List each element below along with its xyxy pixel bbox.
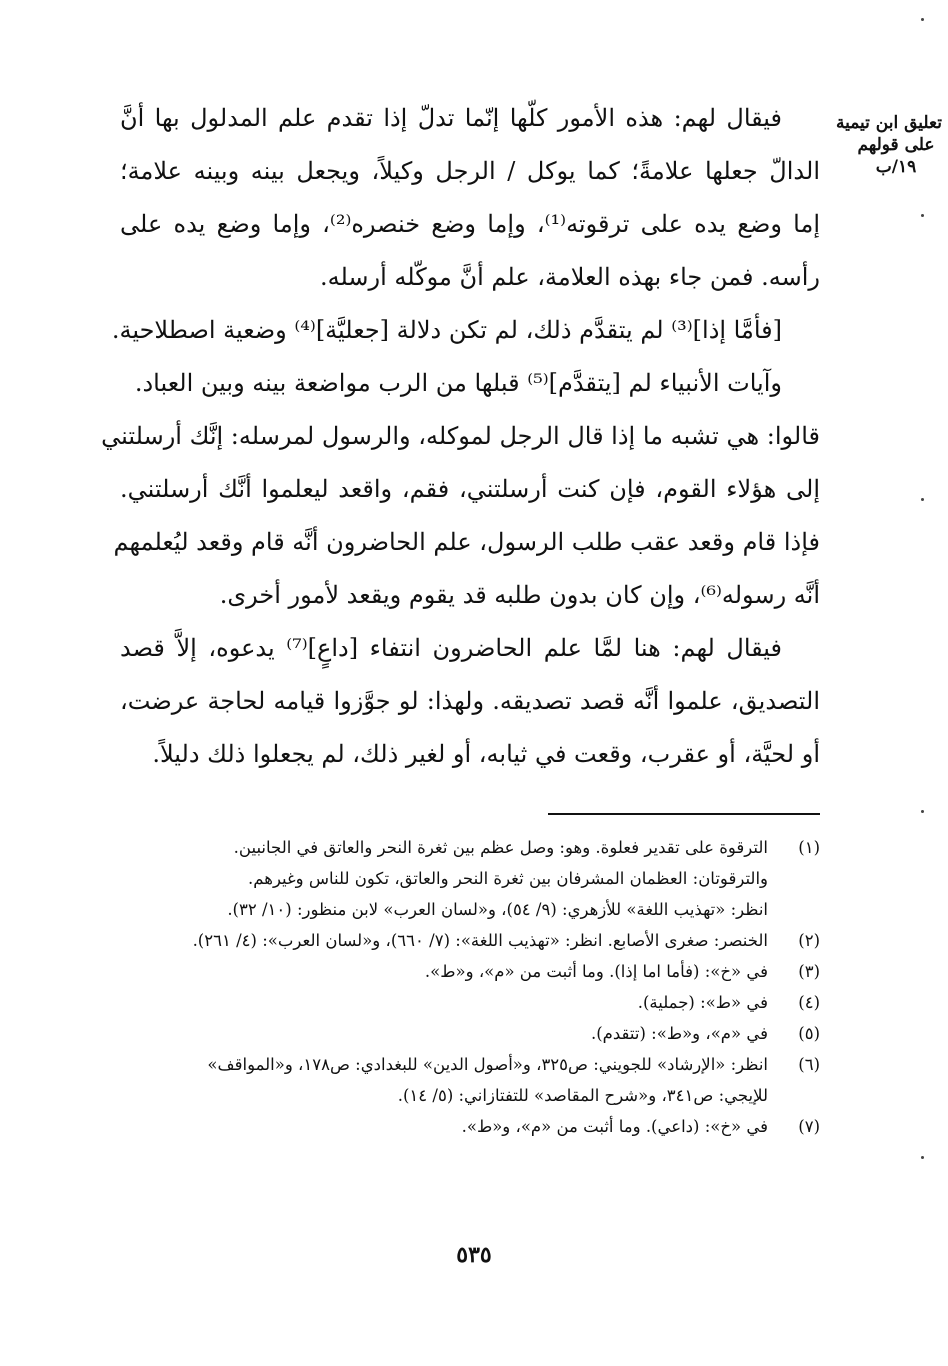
footnote-line: والترقوتان: العظمان المشرفان بين ثغرة النحر والعاتق، تكون للناس وغيرهم. — [248, 869, 768, 888]
scan-mark — [921, 214, 924, 217]
footnote-text — [120, 925, 768, 956]
footnote-line: الترقوة على تقدير فعلوة. وهو: وصل عظم بين ثغرة النحر والعاتق في الجانبين. — [233, 838, 768, 857]
footnote — [120, 987, 820, 1018]
footnote-line: في «م»، و«ط»: (تتقدم). — [591, 1024, 768, 1043]
footnote-number: (٧) — [798, 1117, 820, 1136]
footnote-number: (٣) — [798, 962, 820, 981]
footnote-line: في «ط»: (جملية). — [637, 993, 768, 1012]
footnote-line: في «خ»: (داعي). وما أثبت من «م»، و«ط». — [461, 1117, 768, 1136]
footnote-text — [120, 1111, 768, 1142]
footnote-line: انظر: «تهذيب اللغة» للأزهري: (٩/ ٥٤)، و«لسان العرب» لابن منظور: (١٠/ ٣٢). — [227, 900, 768, 919]
footnote-text — [120, 832, 768, 925]
page-number: ٥٣٥ — [456, 1242, 492, 1268]
footnote-number: (٦) — [798, 1055, 820, 1074]
margin-note-line: ١٩/ب — [875, 157, 917, 177]
footnote-number: (٥) — [798, 1024, 820, 1043]
footnote-number: (٤) — [798, 993, 820, 1012]
footnote-line: للإيجي: ص٣٤١، و«شرح المقاصد» للتفتازاني: (٥/ ١٤). — [397, 1086, 768, 1105]
text-line: قالوا: هي تشبه ما إذا قال الرجل لموكله، والرسول لمرسله: إنَّك أرسلتني — [101, 422, 820, 450]
text-line: أنَّه رسوله⁽⁶⁾، وإن كان بدون طلبه قد يقوم ويقعد لأمور أخرى. — [219, 581, 820, 609]
margin-note-line: على قولهم — [857, 135, 935, 155]
footnote-line: في «خ»: (فأما اما إذا). وما أثبت من «م»، و«ط». — [424, 962, 768, 981]
footnote-number: (١) — [798, 838, 820, 857]
footnote — [120, 1049, 820, 1111]
footnote-text — [120, 987, 768, 1018]
footnote-text — [120, 1018, 768, 1049]
footnote-line: الخنصر: صغرى الأصابع. انظر: «تهذيب اللغة»: (٧/ ٦٦٠)، و«لسان العرب»: (٤/ ٢٦١). — [192, 931, 768, 950]
footnote — [120, 925, 820, 956]
text-line: وآيات الأنبياء لم [يتقدَّم]⁽⁵⁾ قبلها من الرب مواضعة بينه وبين العباد. — [134, 369, 782, 397]
footnote-separator — [548, 813, 820, 815]
footnote — [120, 1018, 820, 1049]
footnote-line: انظر: «الإرشاد» للجويني: ص٣٢٥، و«أصول الدين» للبغدادي: ص١٧٨، و«المواقف» — [207, 1055, 768, 1074]
main-text — [101, 92, 821, 781]
footnote — [120, 832, 820, 925]
text-line: أو لحيَّة، أو عقرب، وقعت في ثيابه، أو لغير ذلك، لم يجعلوا ذلك دليلاً. — [152, 740, 820, 768]
footnote-number: (٢) — [798, 931, 820, 950]
footnote-text — [120, 956, 768, 987]
scan-mark — [921, 810, 924, 813]
text-line: التصديق، علموا أنَّه قصد تصديقه. ولهذا: لو جوَّزوا قيامه لحاجة عرضت، — [120, 687, 820, 715]
footnote-text — [120, 1049, 768, 1111]
text-line: إما وضع يده على ترقوته⁽¹⁾، وإما وضع خنصره⁽²⁾، وإما وضع يده على — [120, 210, 821, 238]
margin-note-line: تعليق ابن تيمية — [835, 113, 942, 133]
text-line: الدالّ جعلها علامةً؛ كما يوكل / الرجل وكيلاً، ويجعل بينه وبينه علامة؛ — [120, 157, 820, 185]
scan-mark — [921, 18, 924, 21]
text-line: فيقال لهم: هذه الأمور كلّها إنّما تدلّ إذا تقدم علم المدلول بها أنَّ — [120, 104, 782, 132]
footnote — [120, 1111, 820, 1142]
scan-mark — [921, 1156, 924, 1159]
footnotes — [120, 832, 820, 1142]
text-line: فإذا قام وقعد عقب طلب الرسول، علم الحاضرون أنَّه قام وقعد ليُعلمهم — [113, 528, 820, 556]
text-line: رأسه. فمن جاء بهذه العلامة، علم أنَّ موكّله أرسله. — [319, 263, 820, 291]
margin-note — [835, 112, 942, 178]
text-line: إلى هؤلاء القوم، فإن كنت أرسلتني، فقم، واقعد ليعلموا أنَّك أرسلتني. — [120, 475, 820, 503]
scan-mark — [921, 498, 924, 501]
text-line: [فأمَّا إذا]⁽³⁾ لم يتقدَّم ذلك، لم تكن دلالة [جعليَّة]⁽⁴⁾ وضعية اصطلاحية. — [111, 316, 782, 344]
text-line: فيقال لهم: هنا لمَّا علم الحاضرون انتفاء [داعٍ]⁽⁷⁾ يدعوه، إلاَّ قصد — [120, 634, 782, 662]
footnote — [120, 956, 820, 987]
